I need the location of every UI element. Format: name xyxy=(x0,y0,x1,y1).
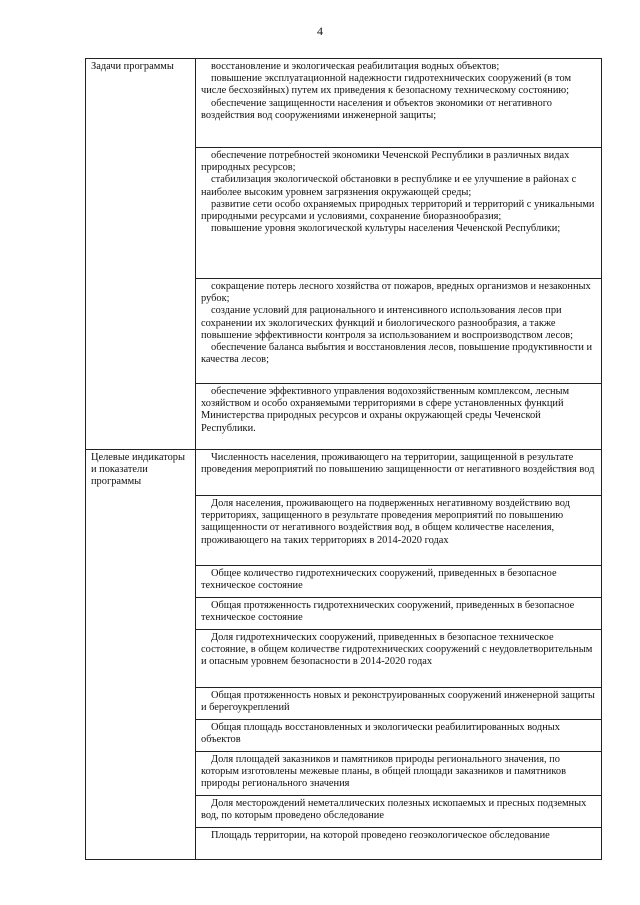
task-item: повышение уровня экологической культуры населения Чеченской Республики; xyxy=(211,223,561,235)
indicator-cell xyxy=(196,796,602,828)
tasks-group-1 xyxy=(196,59,602,148)
task-item: восстановление и экологическая реабилитация водных объектов; xyxy=(211,61,500,72)
task-item: стабилизация экологической обстановки в республике и ее улучшение в районах с наиболее высоким уровнем загрязнения окружающей среды; xyxy=(201,174,577,198)
indicator-cell xyxy=(196,598,602,630)
tasks-group-2 xyxy=(196,148,602,279)
tasks-label: Задачи программы xyxy=(86,59,196,450)
indicator-cell xyxy=(196,496,602,566)
task-item: обеспечение потребностей экономики Чеченской Республики в различных видах природных ресурсов; xyxy=(201,150,570,174)
indicator-cell xyxy=(196,450,602,496)
page-number: 4 xyxy=(317,24,323,38)
tasks-group-3 xyxy=(196,279,602,384)
task-item: создание условий для рационального и интенсивного использования лесов при сохранении их экологических функций и биологического разнообразия, а также повышение эффективности контроля за использованием и воспроизводством лесов; xyxy=(201,305,574,341)
indicator-item: Общая протяженность гидротехнических сооружений, приведенных в безопасное техническое состояние xyxy=(201,600,575,624)
indicators-label: Целевые индикаторы и показатели программы xyxy=(86,450,196,860)
indicator-cell xyxy=(196,630,602,688)
indicator-cell xyxy=(196,720,602,752)
task-item: обеспечение защищенности населения и объектов экономики от негативного воздействия вод сооружениями инженерной защиты; xyxy=(201,97,552,121)
indicator-item: Общая площадь восстановленных и экологически реабилитированных водных объектов xyxy=(201,722,560,746)
indicator-cell xyxy=(196,566,602,598)
indicator-cell xyxy=(196,752,602,796)
task-item: сокращение потерь лесного хозяйства от пожаров, вредных организмов и незаконных рубок; xyxy=(201,281,591,305)
indicator-item: Доля населения, проживающего на подверженных негативному воздействию вод территориях, защищенного в результате проведения мероприятий по повышению защищенности от негативного воздействия вод, в общем количестве населения, проживающего на таких территориях в 2014-2020 годах xyxy=(201,498,570,546)
indicator-row xyxy=(86,450,602,496)
task-item: повышение эксплуатационной надежности гидротехнических сооружений (в том числе бесхозяйных) путем их приведения к безопасному техническому состоянию; xyxy=(201,73,572,97)
task-item: обеспечение баланса выбытия и восстановления лесов, повышение продуктивности и качества лесов; xyxy=(201,342,593,366)
indicator-item: Доля площадей заказников и памятников природы регионального значения, по которым изготовлены межевые планы, в общей площади заказников и памятников природы регионального значения xyxy=(201,754,566,790)
indicator-item: Общее количество гидротехнических сооружений, приведенных в безопасное техническое состояние xyxy=(201,568,557,592)
tasks-group-4 xyxy=(196,384,602,450)
task-item: обеспечение эффективного управления водохозяйственным комплексом, лесным хозяйством и особо охраняемыми территориями в сфере установленных функций Министерства природных ресурсов и охраны окружающей среды Чеченской Республики. xyxy=(201,386,570,434)
indicator-item: Численность населения, проживающего на территории, защищенной в результате проведения мероприятий по повышению защищенности от негативного воздействия вод xyxy=(201,452,595,476)
indicator-cell xyxy=(196,688,602,720)
task-item: развитие сети особо охраняемых природных территорий и территорий с уникальными природными ресурсами и условиями, сохранение биоразнообразия; xyxy=(201,198,595,223)
indicator-item: Доля гидротехнических сооружений, приведенных в безопасное техническое состояние, в общем количестве гидротехнических сооружений с неудовлетворительным и опасным уровнем безопасности в 2014-2020 годах xyxy=(201,632,593,668)
indicator-item: Общая протяженность новых и реконструированных сооружений инженерной защиты и берегоукреплений xyxy=(201,690,595,714)
tasks-row xyxy=(86,59,602,148)
indicator-cell xyxy=(196,828,602,860)
program-passport-table xyxy=(85,58,602,860)
indicator-item: Доля месторождений неметаллических полезных ископаемых и пресных подземных вод, по которым проведено обследование xyxy=(201,798,587,822)
indicator-item: Площадь территории, на которой проведено геоэкологическое обследование xyxy=(211,830,550,841)
